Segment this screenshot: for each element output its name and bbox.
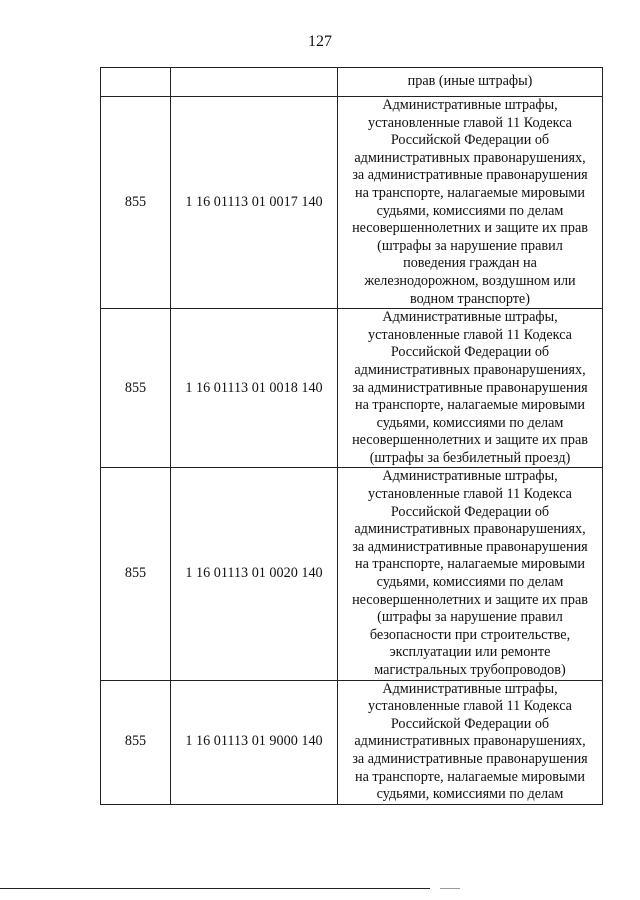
description-line: административных правонарушениях, (354, 521, 586, 538)
description-cell (338, 309, 603, 468)
table-row (101, 680, 603, 804)
admin-code-cell: 855 (101, 468, 171, 680)
page-number: 127 (308, 33, 332, 50)
description-line: поведения граждан на (403, 255, 537, 272)
description-line: на транспорте, налагаемые мировыми (355, 397, 585, 414)
description-line: (штрафы за безбилетный проезд) (369, 449, 571, 466)
description-line: Административные штрафы, (382, 97, 558, 113)
description-line: за административные правонарушения (352, 750, 588, 767)
description-line: установленные главой 11 Кодекса (368, 698, 572, 715)
description-line: несовершеннолетних и защите их прав (352, 432, 588, 449)
description-line: железнодорожном, воздушном или (364, 272, 576, 289)
bottom-rule-fragment (440, 888, 460, 889)
description-line: на транспорте, налагаемые мировыми (355, 556, 585, 573)
description-line: административных правонарушениях, (354, 361, 586, 378)
description-line: административных правонарушениях, (354, 149, 586, 166)
description-line: несовершеннолетних и защите их прав (352, 591, 588, 608)
table-row (101, 468, 603, 680)
description-line: установленные главой 11 Кодекса (368, 486, 572, 503)
admin-code-cell: 855 (101, 680, 171, 804)
admin-code-cell: 855 (101, 97, 171, 309)
description-line: Административные штрафы, (382, 468, 558, 485)
description-line: Административные штрафы, (382, 309, 558, 326)
budget-classification-table (100, 67, 603, 805)
description-cell (338, 468, 603, 680)
description-cell (338, 680, 603, 804)
description-line: прав (иные штрафы) (407, 73, 533, 90)
description-line: за административные правонарушения (352, 538, 588, 555)
description-line: судьями, комиссиями по делам (376, 414, 564, 431)
description-cell (338, 68, 603, 97)
description-line: за административные правонарушения (352, 167, 588, 184)
description-line: на транспорте, налагаемые мировыми (355, 184, 585, 201)
description-line: эксплуатации или ремонте (389, 644, 551, 661)
description-line: Российской Федерации об (390, 503, 550, 520)
description-line: судьями, комиссиями по делам (376, 574, 564, 591)
description-line: водном транспорте) (410, 290, 530, 307)
description-line: административных правонарушениях, (354, 733, 586, 750)
description-line: установленные главой 11 Кодекса (368, 114, 572, 131)
description-line: безопасности при строительстве, (369, 626, 571, 643)
bottom-rule (0, 888, 430, 889)
table-row (101, 309, 603, 468)
description-line: (штрафы за нарушение правил (377, 237, 563, 254)
description-line: Российской Федерации об (390, 715, 550, 732)
description-line: Административные штрафы, (382, 680, 558, 697)
description-line: судьями, комиссиями по делам (376, 786, 564, 803)
kbk-code-cell (171, 68, 338, 97)
kbk-code-cell: 1 16 01113 01 0017 140 (171, 97, 338, 309)
description-line: (штрафы за нарушение правил (377, 609, 563, 626)
table-row (101, 97, 603, 309)
admin-code-cell (101, 68, 171, 97)
description-line: Российской Федерации об (390, 132, 550, 149)
description-line: установленные главой 11 Кодекса (368, 326, 572, 343)
description-cell (338, 97, 603, 309)
description-line: магистральных трубопроводов) (374, 662, 566, 678)
description-line: за административные правонарушения (352, 379, 588, 396)
description-line: Российской Федерации об (390, 344, 550, 361)
kbk-code-cell: 1 16 01113 01 0020 140 (171, 468, 338, 680)
kbk-code-cell: 1 16 01113 01 0018 140 (171, 309, 338, 468)
admin-code-cell: 855 (101, 309, 171, 468)
description-line: судьями, комиссиями по делам (376, 202, 564, 219)
table-row (101, 68, 603, 97)
kbk-code-cell: 1 16 01113 01 9000 140 (171, 680, 338, 804)
description-line: несовершеннолетних и защите их прав (352, 220, 588, 237)
description-line: на транспорте, налагаемые мировыми (355, 768, 585, 785)
